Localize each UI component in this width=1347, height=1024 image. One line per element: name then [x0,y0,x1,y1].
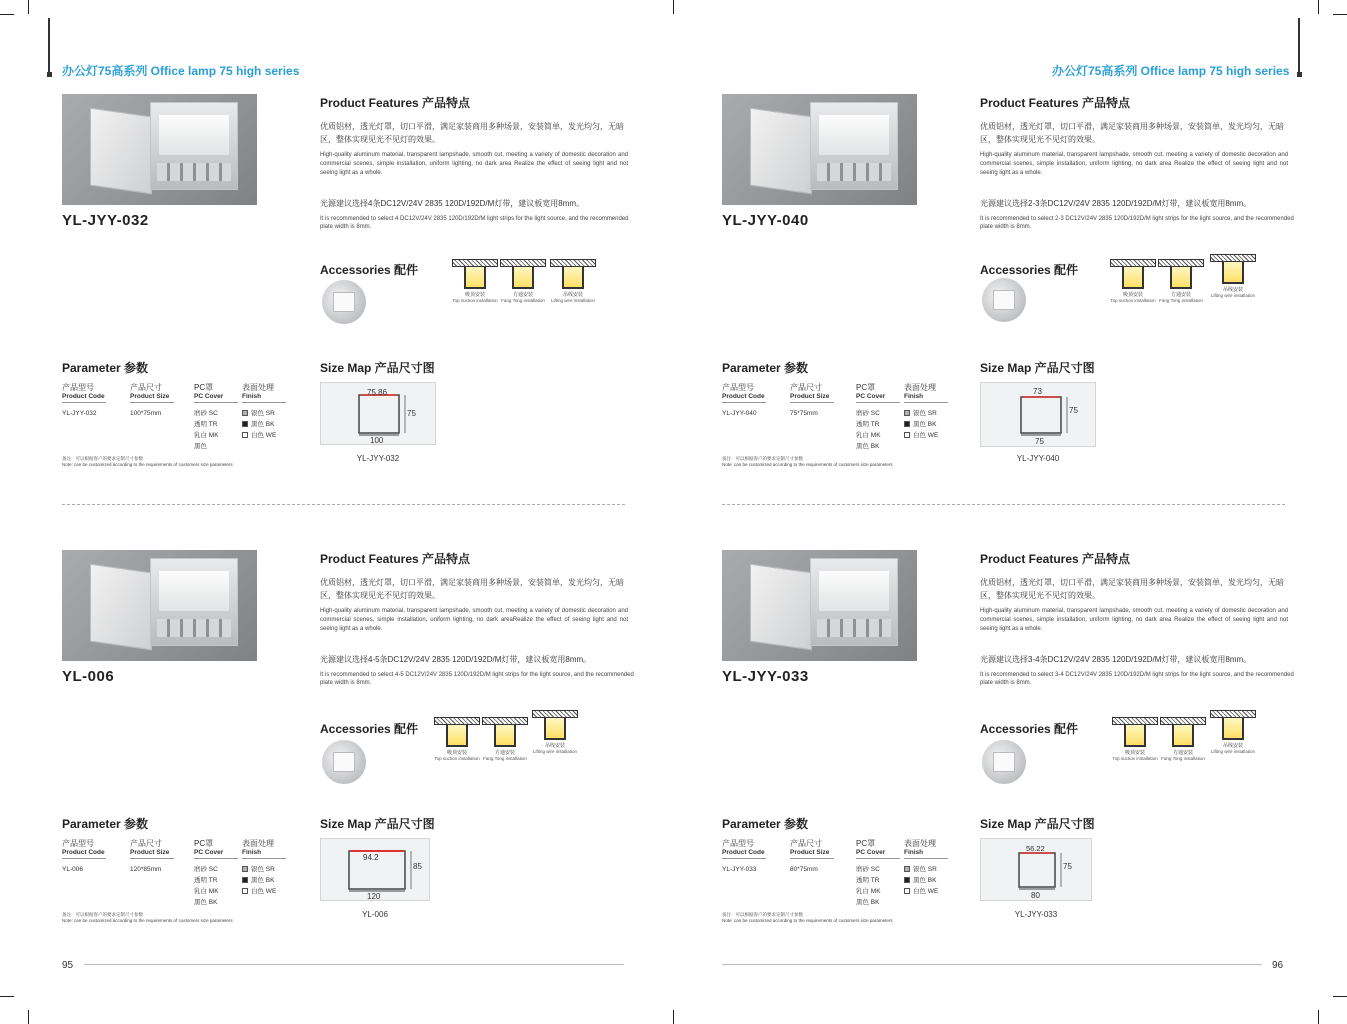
footer-line [722,964,1262,965]
size-map-caption: YL-006 [362,910,388,919]
size-map-title: Size Map 产品尺寸图 [320,361,435,375]
size-map-caption: YL-JYY-040 [1016,454,1060,463]
features-title: Product Features 产品特点 [320,96,471,110]
features-title: Product Features 产品特点 [320,552,471,566]
size-map-drawing [980,838,1092,901]
install-lifting-wire: 吊线安装 Lifting wire installation [550,259,596,303]
features-cn: 优质铝材，透光灯罩，切口平滑，满足家装商用多种场景，安装简单，发光均匀，无暗区，整体实现见光不见灯的效果。 [980,122,1284,144]
series-title: 办公灯75高系列 Office lamp 75 high series [62,64,300,78]
features-en: High-quality aluminum material, transparent lampshade, smooth cut, meeting a variety of domestic decoration and commercial scenes, simple installation, uniform lighting, no dark area Realize the effect of seeing light and not seeing light as a whole. [980,152,1288,176]
install-top-suction: 吸顶安装 Top suction installation [1112,717,1158,761]
product-photo [722,550,917,661]
svg-text:120: 120 [367,892,381,901]
size-map-drawing [980,382,1096,447]
product-block: YL-JYY-033 Product Features 产品特点 优质铝材，透光灯罩，切口平滑，满足家装商用多种场景，安装简单，发光均匀，无暗区，整体实现见光不见灯的效果。 High-quality aluminum material, transparent lampshade, smooth cut, meeting a variety of domestic decoration and commercial scenes, simple installation, uniform lighting, no dark area Realize the effect of seeing light and not seeing light as a whole. 光源建议选择3-4条DC12V/24V 2835 120D/192D/M灯带，建议板宽用8mm。 It is recommended to select 3-4 DC12V/24V 2835 120D/192D/M light strips for the light source, and the recommended plate width is 8mm. Accessories 配件 吸顶安装 Top suction installation 方通安装 Fang Tong installation 吊线安装 Lifting wire installation Parameter 参数 产品型号 Product Code YL-JYY-033 产品尺寸 Product Size 80*75mm PC罩 PC Cover 磨砂 SC 透明 TR 乳白 MK 黑色 BK 表面处理 Finish 银色 SR 黑色 BK 白色 WE 备注：可以根据客户的要求定制尺寸参数 Note: can be customized according to the requirements of customers size parameters Size Map 产品尺寸图 56.22 75 80 YL-JYY-033 [722,550,1322,990]
light-source-en: It is recommended to select 2-3 DC12V/24V 2835 120D/192D/M light strips for the light source, and the recommended plate width is 8mm. [980,216,1294,230]
product-model: YL-JYY-032 [62,212,149,229]
install-lifting-wire: 吊线安装 Lifting wire installation [1210,710,1256,754]
features-cn: 优质铝材，透光灯罩，切口平滑，满足家装商用多种场景，安装简单，发光均匀，无暗区，整体实现见光不见灯的效果。 [320,122,624,144]
parameter-title: Parameter 参数 [62,361,149,375]
svg-text:75: 75 [407,409,416,418]
light-source-cn: 光源建议选择3-4条DC12V/24V 2835 120D/192D/M灯带，建议板宽用8mm。 [980,655,1252,664]
features-title: Product Features 产品特点 [980,96,1131,110]
svg-text:56.22: 56.22 [1026,844,1045,853]
left-page [0,0,673,1024]
size-map-caption: YL-JYY-033 [1014,910,1058,919]
size-map-title: Size Map 产品尺寸图 [980,361,1095,375]
features-en: High-quality aluminum material, transparent lampshade, smooth cut, meeting a variety of domestic decoration and commercial scenes, simple installation, uniform lighting, no dark areaRealize the effect of seeing light and not seeing light as a whole. [320,608,628,632]
features-cn: 优质铝材，透光灯罩，切口平滑，满足家装商用多种场景，安装简单，发光均匀，无暗区，整体实现见光不见灯的效果。 [980,578,1284,600]
svg-text:73: 73 [1033,387,1042,396]
svg-text:85: 85 [413,862,422,871]
light-source-cn: 光源建议选择4-5条DC12V/24V 2835 120D/192D/M灯带，建议板宽用8mm。 [320,655,592,664]
svg-text:94.2: 94.2 [363,853,379,862]
install-top-suction: 吸顶安装 Top suction installation [1110,259,1156,303]
light-source-en: It is recommended to select 4 DC12V/24V 2835 120D/192D/M light strips for the light source, and the recommended plate width is 8mm. [320,216,629,230]
accessory-clip-image [322,740,366,784]
svg-text:75: 75 [1035,437,1044,446]
product-block: YL-006 Product Features 产品特点 优质铝材，透光灯罩，切口平滑，满足家装商用多种场景，安装简单，发光均匀，无暗区，整体实现见光不见灯的效果。 High-quality aluminum material, transparent lampshade, smooth cut, meeting a variety of domestic decoration and commercial scenes, simple installation, uniform lighting, no dark areaRealize the effect of seeing light and not seeing light as a whole. 光源建议选择4-5条DC12V/24V 2835 120D/192D/M灯带，建议板宽用8mm。 It is recommended to select 4-5 DC12V/24V 2835 120D/192D/M light strips for the light source, and the recommended plate width is 8mm. Accessories 配件 吸顶安装 Top suction installation 方通安装 Fang Tong installation 吊线安装 Lifting wire installation Parameter 参数 产品型号 Product Code YL-006 产品尺寸 Product Size 120*85mm PC罩 PC Cover 磨砂 SC 透明 TR 乳白 MK 黑色 BK 表面处理 Finish 银色 SR 黑色 BK 白色 WE 备注：可以根据客户的要求定制尺寸参数 Note: can be customized according to the requirements of customers size parameters Size Map 产品尺寸图 94.2 85 120 YL-006 [62,550,662,990]
accessories-title: Accessories 配件 [980,722,1079,736]
series-bar [48,18,50,76]
parameter-title: Parameter 参数 [722,817,809,831]
series-dot [1297,72,1302,77]
light-source-cn: 光源建议选择2-3条DC12V/24V 2835 120D/192D/M灯带，建议板宽用8mm。 [980,199,1252,208]
product-block: YL-JYY-032 Product Features 产品特点 优质铝材，透光灯罩，切口平滑，满足家装商用多种场景，安装简单，发光均匀，无暗区，整体实现见光不见灯的效果。 High-quality aluminum material, transparent lampshade, smooth cut, meeting a variety of domestic decoration and commercial scenes, simple installation, uniform lighting, no dark area Realize the effect of seeing light and not seeing light as a whole. 光源建议选择4条DC12V/24V 2835 120D/192D/M灯带，建议板宽用8mm。 It is recommended to select 4 DC12V/24V 2835 120D/192D/M light strips for the light source, and the recommended plate width is 8mm. Accessories 配件 吸顶安装 Top suction installation 方通安装 Fang Tong installation 吊线安装 Lifting wire installation Parameter 参数 产品型号 Product Code YL-JYY-032 产品尺寸 Product Size 100*75mm PC罩 PC Cover 磨砂 SC 透明 TR 乳白 MK 黑色 表面处理 Finish 银色 SR 黑色 BK 白色 WE 备注：可以根据客户的要求定制尺寸参数 Note: can be customized according to the requirements of customers size parameters Size Map 产品尺寸图 75.86 75 100 YL-JYY-032 [62,94,662,534]
parameter-note: 备注：可以根据客户的要求定制尺寸参数 Note: can be customized according to the requirements of customers size parameters [62,456,233,467]
size-map-drawing [320,382,436,445]
install-fang-tong: 方通安装 Fang Tong installation [482,717,528,761]
accessory-clip-image [322,280,366,324]
accessories-title: Accessories 配件 [320,722,419,736]
parameter-note: 备注：可以根据客户的要求定制尺寸参数 Note: can be customized according to the requirements of customers size parameters [722,912,893,923]
product-model: YL-006 [62,668,115,685]
install-fang-tong: 方通安装 Fang Tong installation [1160,717,1206,761]
light-source-cn: 光源建议选择4条DC12V/24V 2835 120D/192D/M灯带，建议板宽用8mm。 [320,199,585,208]
svg-text:75: 75 [1063,862,1072,871]
svg-text:75: 75 [1069,406,1078,415]
product-block: YL-JYY-040 Product Features 产品特点 优质铝材，透光灯罩，切口平滑，满足家装商用多种场景，安装简单，发光均匀，无暗区，整体实现见光不见灯的效果。 High-quality aluminum material, transparent lampshade, smooth cut, meeting a variety of domestic decoration and commercial scenes, simple installation, uniform lighting, no dark area Realize the effect of seeing light and not seeing light as a whole. 光源建议选择2-3条DC12V/24V 2835 120D/192D/M灯带，建议板宽用8mm。 It is recommended to select 2-3 DC12V/24V 2835 120D/192D/M light strips for the light source, and the recommended plate width is 8mm. Accessories 配件 吸顶安装 Top suction installation 方通安装 Fang Tong installation 吊线安装 Lifting wire installation Parameter 参数 产品型号 Product Code YL-JYY-040 产品尺寸 Product Size 75*75mm PC罩 PC Cover 磨砂 SC 透明 TR 乳白 MK 黑色 BK 表面处理 Finish 银色 SR 黑色 BK 白色 WE 备注：可以根据客户的要求定制尺寸参数 Note: can be customized according to the requirements of customers size parameters Size Map 产品尺寸图 73 75 75 YL-JYY-040 [722,94,1322,534]
series-title: 办公灯75高系列 Office lamp 75 high series [1052,64,1290,78]
series-dot [47,72,52,77]
right-page [674,0,1347,1024]
features-en: High-quality aluminum material, transparent lampshade, smooth cut, meeting a variety of domestic decoration and commercial scenes, simple installation, uniform lighting, no dark area Realize the effect of seeing light and not seeing light as a whole. [980,608,1288,632]
install-top-suction: 吸顶安装 Top suction installation [452,259,498,303]
accessory-clip-image [982,740,1026,784]
features-title: Product Features 产品特点 [980,552,1131,566]
product-model: YL-JYY-040 [722,212,809,229]
parameter-title: Parameter 参数 [722,361,809,375]
svg-text:75.86: 75.86 [367,388,388,397]
product-photo [722,94,917,205]
size-map-caption: YL-JYY-032 [356,454,400,463]
svg-text:100: 100 [370,436,384,445]
accessories-title: Accessories 配件 [320,263,419,277]
install-fang-tong: 方通安装 Fang Tong installation [1158,259,1204,303]
install-lifting-wire: 吊线安装 Lifting wire installation [1210,254,1256,298]
install-fang-tong: 方通安装 Fang Tong installation [500,259,546,303]
features-en: High-quality aluminum material, transparent lampshade, smooth cut, meeting a variety of domestic decoration and commercial scenes, simple installation, uniform lighting, no dark area Realize the effect of seeing light and not seeing light as a whole. [320,152,628,176]
install-top-suction: 吸顶安装 Top suction installation [434,717,480,761]
install-lifting-wire: 吊线安装 Lifting wire installation [532,710,578,754]
parameter-title: Parameter 参数 [62,817,149,831]
size-map-drawing [320,838,430,901]
accessory-clip-image [982,278,1026,322]
parameter-note: 备注：可以根据客户的要求定制尺寸参数 Note: can be customized according to the requirements of customers size parameters [722,456,893,467]
size-map-title: Size Map 产品尺寸图 [320,817,435,831]
product-photo [62,94,257,205]
parameter-note: 备注：可以根据客户的要求定制尺寸参数 Note: can be customized according to the requirements of customers size parameters [62,912,233,923]
light-source-en: It is recommended to select 3-4 DC12V/24V 2835 120D/192D/M light strips for the light source, and the recommended plate width is 8mm. [980,672,1294,686]
section-divider [722,504,1285,505]
size-map-title: Size Map 产品尺寸图 [980,817,1095,831]
series-bar [1298,18,1300,76]
footer-line [84,964,624,965]
page-number: 96 [1272,960,1284,971]
accessories-title: Accessories 配件 [980,263,1079,277]
page-number: 95 [62,960,74,971]
features-cn: 优质铝材，透光灯罩，切口平滑，满足家装商用多种场景，安装简单，发光均匀，无暗区，整体实现见光不见灯的效果。 [320,578,624,600]
svg-text:80: 80 [1031,891,1040,900]
section-divider [62,504,625,505]
product-model: YL-JYY-033 [722,668,809,685]
light-source-en: It is recommended to select 4-5 DC12V/24V 2835 120D/192D/M light strips for the light source, and the recommended plate width is 8mm. [320,672,634,686]
product-photo [62,550,257,661]
